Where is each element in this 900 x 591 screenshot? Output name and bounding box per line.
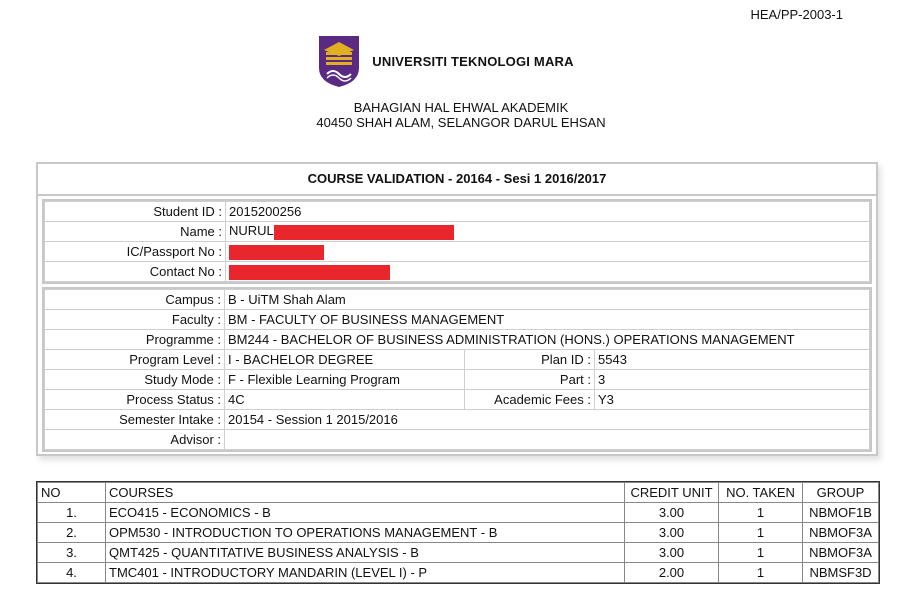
header-group: GROUP (803, 483, 879, 503)
table-row (38, 543, 879, 563)
course-no: 1. (38, 503, 106, 523)
course-no: 4. (38, 563, 106, 583)
courses-header-row (38, 483, 879, 503)
course-name: QMT425 - QUANTITATIVE BUSINESS ANALYSIS - B (106, 543, 625, 563)
course-validation-panel (36, 162, 878, 456)
program-info-box (42, 287, 872, 452)
course-credit: 2.00 (625, 563, 719, 583)
name-redaction (274, 225, 454, 240)
ic-row (45, 242, 870, 262)
course-taken: 1 (719, 563, 803, 583)
student-id-row (45, 202, 870, 222)
program-level-row (45, 350, 870, 370)
programme-value: BM244 - BACHELOR OF BUSINESS ADMINISTRATION (HONS.) OPERATIONS MANAGEMENT (225, 330, 870, 350)
course-group: NBMSF3D (803, 563, 879, 583)
header-courses: COURSES (106, 483, 625, 503)
advisor-row (45, 430, 870, 450)
course-name: TMC401 - INTRODUCTORY MANDARIN (LEVEL I) - P (106, 563, 625, 583)
program-level-label: Program Level : (45, 350, 225, 370)
student-info-box (42, 199, 872, 284)
faculty-value: BM - FACULTY OF BUSINESS MANAGEMENT (225, 310, 870, 330)
header-no: NO (38, 483, 106, 503)
course-taken: 1 (719, 503, 803, 523)
name-row (45, 222, 870, 242)
semester-intake-row (45, 410, 870, 430)
process-status-label: Process Status : (45, 390, 225, 410)
academic-fees-label: Academic Fees : (465, 390, 595, 410)
campus-value: B - UiTM Shah Alam (225, 290, 870, 310)
university-name: UNIVERSITI TEKNOLOGI MARA (372, 53, 574, 69)
course-name: OPM530 - INTRODUCTION TO OPERATIONS MANAGEMENT - B (106, 523, 625, 543)
campus-label: Campus : (45, 290, 225, 310)
study-mode-label: Study Mode : (45, 370, 225, 390)
contact-row (45, 262, 870, 282)
process-status-value: 4C (225, 390, 465, 410)
name-cell (226, 222, 870, 242)
course-group: NBMOF3A (803, 523, 879, 543)
programme-label: Programme : (45, 330, 225, 350)
study-mode-value: F - Flexible Learning Program (225, 370, 465, 390)
process-status-row (45, 390, 870, 410)
table-row (38, 523, 879, 543)
table-row (38, 563, 879, 583)
study-mode-row (45, 370, 870, 390)
name-label: Name : (45, 222, 226, 242)
course-no: 3. (38, 543, 106, 563)
part-value: 3 (595, 370, 870, 390)
advisor-label: Advisor : (45, 430, 225, 450)
semester-intake-value: 20154 - Session 1 2015/2016 (225, 410, 870, 430)
header-credit-unit: CREDIT UNIT (625, 483, 719, 503)
uitm-crest-icon (316, 34, 362, 88)
faculty-label: Faculty : (45, 310, 225, 330)
part-label: Part : (465, 370, 595, 390)
panel-title: COURSE VALIDATION - 20164 - Sesi 1 2016/2017 (38, 164, 876, 196)
program-info-table (44, 289, 870, 450)
campus-row (45, 290, 870, 310)
course-credit: 3.00 (625, 503, 719, 523)
faculty-row (45, 310, 870, 330)
course-no: 2. (38, 523, 106, 543)
department-address: 40450 SHAH ALAM, SELANGOR DARUL EHSAN (316, 115, 606, 130)
course-credit: 3.00 (625, 543, 719, 563)
course-group: NBMOF3A (803, 543, 879, 563)
ic-label: IC/Passport No : (45, 242, 226, 262)
header-no-taken: NO. TAKEN (719, 483, 803, 503)
letterhead (0, 34, 900, 130)
name-value: NURUL (229, 223, 274, 239)
semester-intake-label: Semester Intake : (45, 410, 225, 430)
advisor-value (225, 430, 870, 450)
ic-redaction (229, 245, 324, 260)
student-id-label: Student ID : (45, 202, 226, 222)
course-taken: 1 (719, 543, 803, 563)
document-reference: HEA/PP-2003-1 (750, 7, 843, 22)
ic-cell (226, 242, 870, 262)
plan-id-value: 5543 (595, 350, 870, 370)
programme-row (45, 330, 870, 350)
course-name: ECO415 - ECONOMICS - B (106, 503, 625, 523)
student-info-table (44, 201, 870, 282)
department-name: BAHAGIAN HAL EHWAL AKADEMIK (353, 100, 569, 115)
contact-label: Contact No : (45, 262, 226, 282)
table-row (38, 503, 879, 523)
courses-table (37, 482, 879, 583)
course-group: NBMOF1B (803, 503, 879, 523)
plan-id-label: Plan ID : (465, 350, 595, 370)
courses-table-box (36, 481, 880, 584)
student-id-value: 2015200256 (226, 202, 870, 222)
contact-cell (226, 262, 870, 282)
contact-redaction (229, 265, 390, 280)
course-credit: 3.00 (625, 523, 719, 543)
course-taken: 1 (719, 523, 803, 543)
program-level-value: I - BACHELOR DEGREE (225, 350, 465, 370)
academic-fees-value: Y3 (595, 390, 870, 410)
